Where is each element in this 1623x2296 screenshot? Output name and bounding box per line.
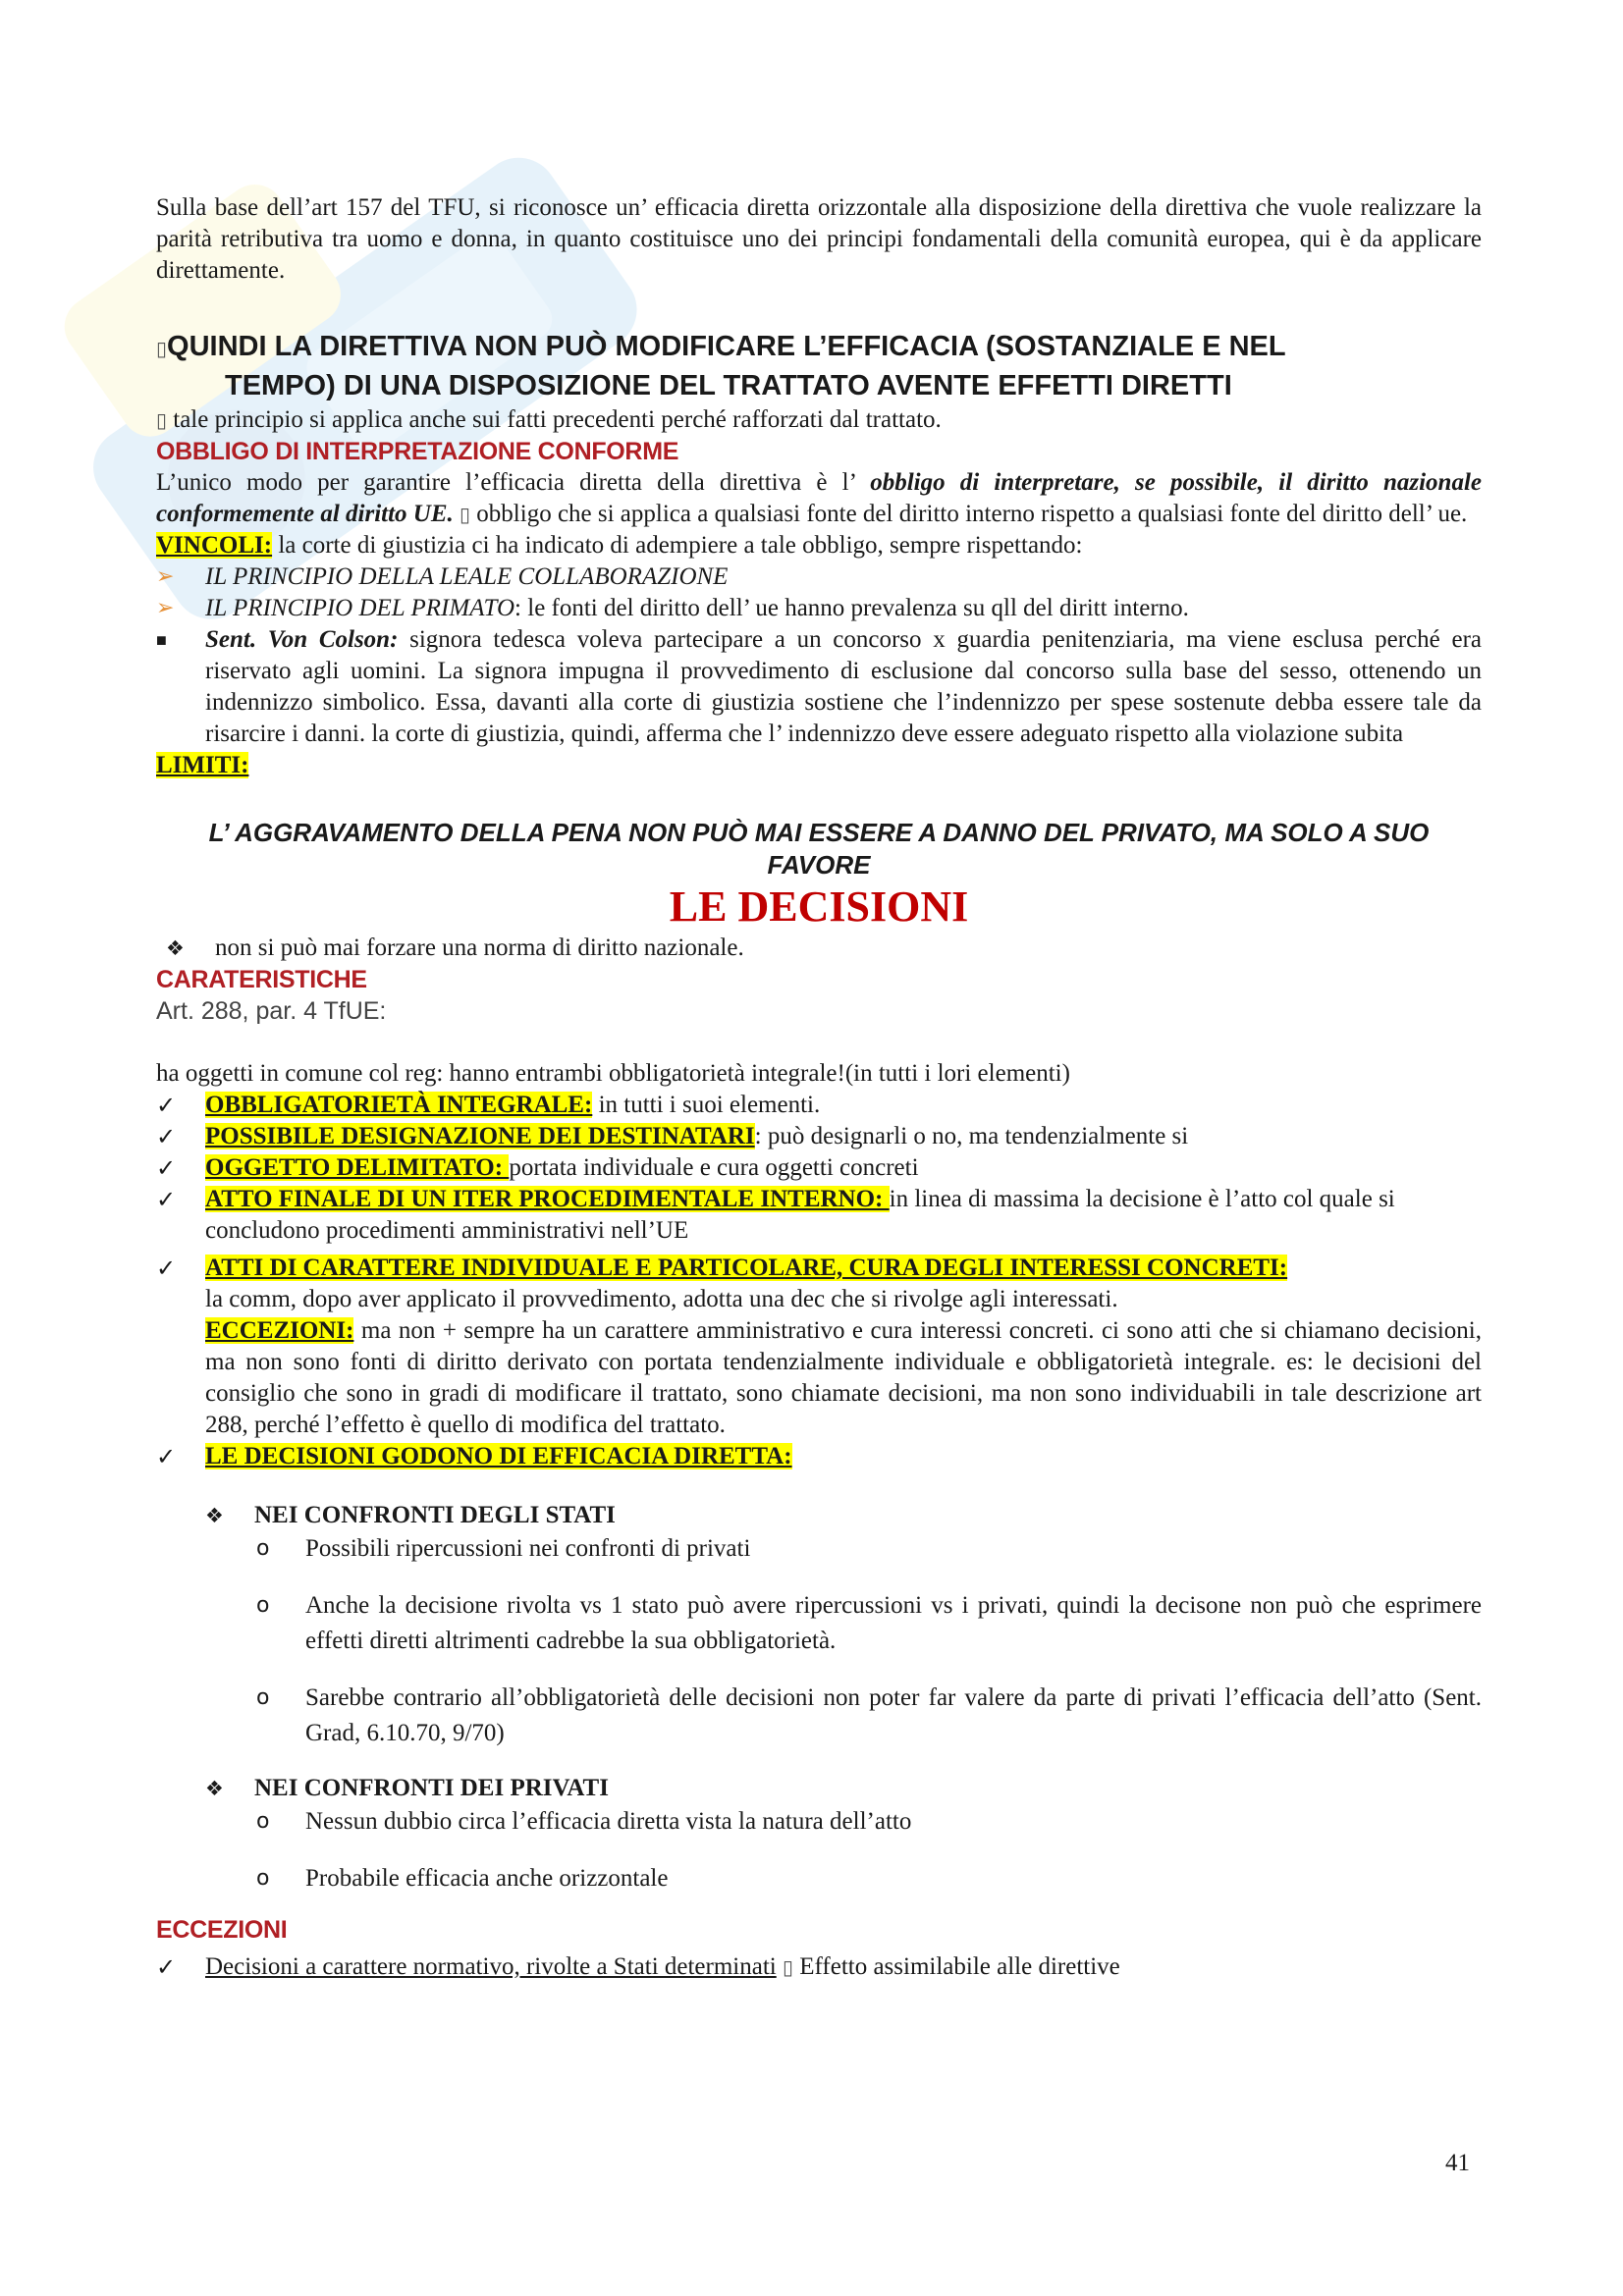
efficacia-item: ✓ LE DECISIONI GODONO DI EFFICACIA DIRETTA: bbox=[156, 1443, 792, 1470]
caratteristiche-heading: CARATERISTICHE bbox=[156, 966, 367, 993]
privati-item: o Nessun dubbio circa l’efficacia diretta vista la natura dell’atto bbox=[156, 1804, 1482, 1840]
intro-paragraph: Sulla base dell’art 157 del TFU, si riconosce un’ efficacia diretta orizzontale alla disposizione della direttiva che vuole realizzare la parità retributiva tra uomo e donna, in quanto costituisce uno dei principi fondamentali della comunità europea, qui è da applicare direttamente. bbox=[156, 194, 1482, 284]
circle-bullet-icon: o bbox=[256, 1866, 270, 1891]
check-icon: ✓ bbox=[156, 1154, 177, 1182]
leale-item: ➢ IL PRINCIPIO DELLA LEALE COLLABORAZIONE bbox=[156, 561, 1482, 593]
arrow-glyph-icon: ▯ bbox=[460, 503, 471, 526]
diamond-bullet-icon: ❖ bbox=[166, 936, 185, 960]
document-page bbox=[156, 192, 1482, 1983]
check-icon: ✓ bbox=[156, 1953, 177, 1981]
check-item: ✓ OGGETTO DELIMITATO: portata individuale e cura oggetti concreti bbox=[156, 1154, 919, 1182]
stati-heading: ❖ NEI CONFRONTI DEGLI STATI bbox=[156, 1500, 1482, 1531]
check-icon: ✓ bbox=[156, 1443, 177, 1470]
circle-bullet-icon: o bbox=[256, 1536, 270, 1561]
limiti-line: LIMITI: bbox=[156, 752, 249, 778]
check-item: ✓ OBBLIGATORIETÀ INTEGRALE: in tutti i suoi elementi. bbox=[156, 1092, 821, 1119]
check-icon: ✓ bbox=[156, 1092, 177, 1119]
circle-bullet-icon: o bbox=[256, 1685, 270, 1710]
principle-line: ▯ tale principio si applica anche sui fatti precedenti perché rafforzati dal trattato. bbox=[156, 406, 942, 433]
arrow-bullet-icon: ➢ bbox=[156, 564, 175, 589]
stati-item: o Sarebbe contrario all’obbligatorietà delle decisioni non poter far valere da parte di privati l’efficacia dell’atto (Sent. Grad, 6.10.70, 9/70) bbox=[156, 1681, 1482, 1751]
privati-heading: ❖ NEI CONFRONTI DEI PRIVATI bbox=[156, 1773, 1482, 1804]
vincoli-line: VINCOLI: la corte di giustizia ci ha indicato di adempiere a tale obbligo, sempre rispettando: bbox=[156, 532, 1083, 559]
nota-forzare-item: ❖ non si può mai forzare una norma di diritto nazionale. bbox=[156, 933, 1482, 964]
eccezioni-heading: ECCEZIONI bbox=[156, 1916, 288, 1944]
missing-glyph-icon: ▯ bbox=[156, 337, 168, 360]
check-item: ✓ POSSIBILE DESIGNAZIONE DEI DESTINATARI: può designarli o no, ma tendenzialmente si bbox=[156, 1123, 1189, 1150]
primato-item: ➢ IL PRINCIPIO DEL PRIMATO: le fonti del diritto dell’ ue hanno prevalenza su qll del diritt interno. bbox=[156, 593, 1482, 624]
comune-line: ha oggetti in comune col reg: hanno entrambi obbligatorietà integrale!(in tutti i lori elementi) bbox=[156, 1060, 1070, 1087]
stati-item: o Anche la decisione rivolta vs 1 stato può avere ripercussioni vs i privati, quindi la decisone non può che esprimere effetti diretti altrimenti cadrebbe la sua obbligatorietà. bbox=[156, 1588, 1482, 1659]
arrow-glyph-icon: ▯ bbox=[782, 1955, 793, 1979]
circle-bullet-icon: o bbox=[256, 1593, 270, 1618]
diamond-bullet-icon: ❖ bbox=[205, 1777, 224, 1800]
ultimo-item: ✓ Decisioni a carattere normativo, rivolte a Stati determinati ▯ Effetto assimilabile alle direttive bbox=[156, 1953, 1120, 1981]
page-number: 41 bbox=[1445, 2150, 1470, 2176]
atti-item: ✓ ATTI DI CARATTERE INDIVIDUALE E PARTICOLARE, CURA DEGLI INTERESSI CONCRETI: la comm, dopo aver applicato il provvedimento, adotta una dec che si rivolge agli interessati. ECCEZIONI: ma non + sempre ha un carattere amministrativo e cura interessi concreti. ci sono atti che si chiamano decisioni, ma non sono fonti di diritto derivato con portata tendenzialmente individuale e obbligatorietà integrale. es: le decisioni del consiglio che sono in gradi di modificare il trattato, sono chiamate decisioni, ma non sono individuabili in tale descrizione art 288, perché l’effetto è quello di modifica del trattato. bbox=[156, 1255, 1482, 1438]
square-bullet-icon: ■ bbox=[156, 630, 167, 650]
von-colson-item: ■ Sent. Von Colson: signora tedesca voleva partecipare a un concorso x guardia penitenziaria, ma viene esclusa perché era riservato agli uomini. La signora impugna il provvedimento di esclusione dal concorso sulla base del sesso, ottenendo un indennizzo simbolico. Essa, davanti alla corte di giustizia sostiene che l’indennizzo per spese sostenute debba essere tale da risarcire i danni. la corte di giustizia, quindi, afferma che l’ indennizzo deve essere adeguato rispetto alla violazione subita bbox=[156, 626, 1482, 747]
diamond-bullet-icon: ❖ bbox=[205, 1504, 224, 1527]
check-icon: ✓ bbox=[156, 1186, 177, 1213]
privati-item: o Probabile efficacia anche orizzontale bbox=[156, 1861, 1482, 1896]
aggravamento-heading: L’ AGGRAVAMENTO DELLA PENA NON PUÒ MAI ESSERE A DANNO DEL PRIVATO, MA SOLO A SUO FAVORE bbox=[208, 818, 1430, 880]
main-heading: ▯QUINDI LA DIRETTIVA NON PUÒ MODIFICARE L’EFFICACIA (SOSTANZIALE E NEL TEMPO) DI UNA DISPOSIZIONE DEL TRATTATO AVENTE EFFETTI DIRETTI bbox=[156, 331, 1286, 401]
arrow-bullet-icon: ➢ bbox=[156, 596, 175, 620]
check-icon: ✓ bbox=[156, 1255, 177, 1282]
arrow-glyph-icon: ▯ bbox=[156, 408, 168, 432]
stati-item: o Possibili ripercussioni nei confronti di privati bbox=[156, 1531, 1482, 1567]
circle-bullet-icon: o bbox=[256, 1809, 270, 1834]
obbligo-paragraph: L’unico modo per garantire l’efficacia diretta della direttiva è l’ obbligo di interpretare, se possibile, il diritto nazionale conformemente al diritto UE. ▯ obbligo che si applica a qualsiasi fonte del diritto interno rispetto a qualsiasi fonte del diritto dell’ ue. bbox=[156, 469, 1482, 527]
obbligo-heading: OBBLIGO DI INTERPRETAZIONE CONFORME bbox=[156, 438, 679, 465]
check-item: ✓ ATTO FINALE DI UN ITER PROCEDIMENTALE INTERNO: in linea di massima la decisione è l’atto col quale si concludono procedimenti amministrativi nell’UE bbox=[156, 1186, 1395, 1244]
decisioni-title: LE DECISIONI bbox=[669, 882, 969, 931]
check-icon: ✓ bbox=[156, 1123, 177, 1150]
art-ref: Art. 288, par. 4 TfUE: bbox=[156, 997, 387, 1025]
